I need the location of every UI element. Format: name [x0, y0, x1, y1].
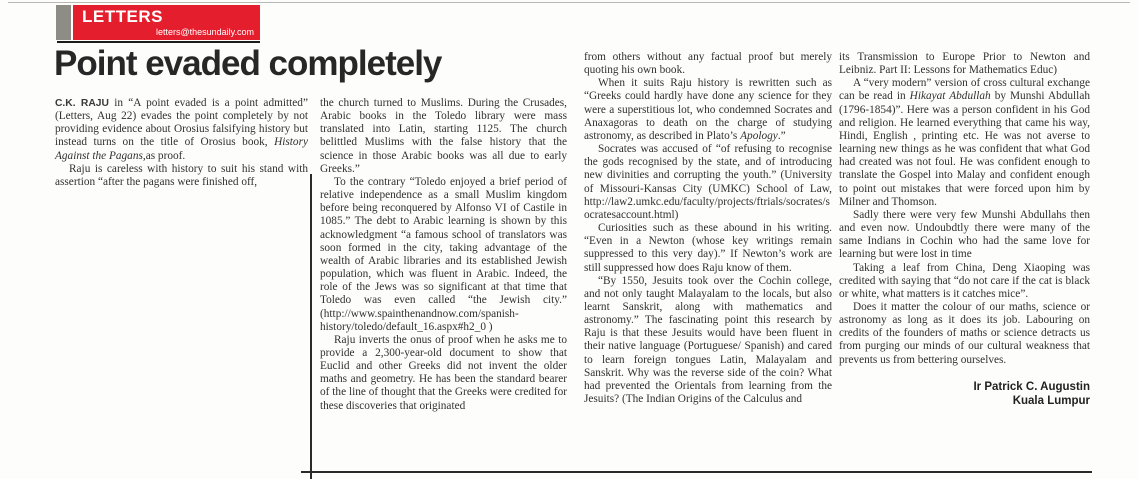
- article-column-2: [320, 97, 567, 413]
- letters-section-banner: [73, 5, 260, 40]
- author-lead: C.K. RAJU: [55, 98, 109, 109]
- paragraph-text: in “A point evaded is a point admitted” (Letters, Aug 22) evades the point completely by not providing evidence about Orosius falsifying history but instead turns on the title of Orosius book,: [55, 97, 308, 149]
- book-title-italic: Hikayat Abdullah: [909, 90, 991, 103]
- book-title-italic: History Against the Pagans,: [55, 136, 308, 162]
- article-column-3: [584, 51, 832, 406]
- book-title-italic: Apology: [740, 129, 778, 142]
- paragraph-col3-5: “By 1550, Jesuits took over the Cochin college, and not only taught Malayalam to the locals, but also learnt Sanskrit, along with mathematics and astronomy.” The fascinating point this research by Raju is that these Jesuits would have been fluent in their native language (Portuguese/ Spanish) and cared to learn foreign tongues Latin, Malayalam and Sanskrit. Why was the reverse side of the coin? What had prevented the Orientals from learning from the Jesuits? (The Indian Origins of the Calculus and: [584, 274, 832, 406]
- paragraph-text: by Munshi Abdullah (1796-1854)”. Here was a person confident in his God and religion. He learned everything that came his way, Hindi, English , printing etc. He was not averse to learning new things as he was confident that what God had created was not foul. He was confident enough to translate the Gospel into Malay and confident enough to point out mistakes that were forced upon him by Milner and Thomson.: [839, 90, 1090, 208]
- paragraph-col4-3: Sadly there were very few Munshi Abdullahs then and even now. Undoubdtly there were many of the same Indians in Cochin who had the same love for learning but were lost in time: [839, 208, 1090, 261]
- paragraph-col4-1: its Transmission to Europe Prior to Newton and Leibniz. Part II: Lessons for Mathematics Educ): [839, 51, 1090, 77]
- paragraph-col3-4: Curiosities such as these abound in his writing. “Even in a Newton (whose key writings remain suppressed to this very day).” If Newton’s work are still suppressed how does Raju know of them.: [584, 222, 832, 274]
- article-headline: Point evaded completely: [54, 44, 442, 83]
- masthead-gray-tab: [56, 5, 71, 40]
- section-title: LETTERS: [82, 7, 163, 26]
- letter-signature: [839, 380, 1090, 408]
- column-divider-rule: [310, 174, 312, 479]
- article-bottom-rule: [301, 471, 1092, 473]
- paragraph-text: When it suits Raju history is rewritten such as “Greeks could hardly have done any science for they were a superstitious lot, who condemned Socrates and Anaxagoras to death on the charge of studying astronomy, as described in Plato’s: [584, 77, 832, 142]
- paragraph-col4-4: Taking a leaf from China, Deng Xiaoping was credited with saying that “do not care if the cat is black or white, what matters is it catches mice”.: [839, 261, 1090, 300]
- paragraph-col3-3: Socrates was accused of “of refusing to recognise the gods recognised by the state, and of introducing new divinities and corrupting the youth.” (University of Missouri-Kansas City (UMKC) School of Law, http://law2.umkc.edu/faculty/projects/ftrials/socrates/socratesaccount.html): [584, 143, 832, 221]
- paragraph-text: as proof.: [145, 149, 186, 162]
- masthead-underline: [57, 41, 260, 43]
- article-column-1: [55, 97, 308, 189]
- paragraph-col4-5: Does it matter the colour of our maths, science or astronomy as long as it does its job. Labouring on credits of the founders of maths or science detracts us from purging our minds of our cultural weakness that prevents us from bettering ourselves.: [839, 300, 1090, 366]
- article-column-4: [839, 51, 1090, 408]
- letters-email-address: letters@thesundaily.com: [155, 27, 254, 37]
- paragraph-col1-2: Raju is careless with history to suit his stand with assertion “after the pagans were finished off,: [55, 162, 308, 188]
- paragraph-col1-1: [55, 97, 308, 163]
- paragraph-col2-1: the church turned to Muslims. During the Crusades, Arabic books in the Toledo library were mass translated into Latin, starting 1125. The church belittled Muslims with the false history that the science in those Arabic books was all due to early Greeks.”: [320, 97, 567, 175]
- paragraph-text: A “very modern” version of cross cultural exchange can be read in: [839, 77, 1090, 103]
- paragraph-text: .”: [777, 129, 786, 142]
- signature-name: Ir Patrick C. Augustin: [973, 380, 1090, 393]
- paragraph-col4-2: [839, 77, 1090, 209]
- paragraph-col3-1: from others without any factual proof but merely quoting his own book.: [584, 51, 832, 77]
- paragraph-col2-3: Raju inverts the onus of proof when he asks me to provide a 2,300-year-old document to show that Euclid and other Greeks did not invent the older maths and geometry. He has been the standard bearer of the line of thought that the Greeks were credited for these discoveries that originated: [320, 333, 567, 412]
- paragraph-col3-2: [584, 77, 832, 143]
- paragraph-col2-2: To the contrary “Toledo enjoyed a brief period of relative independence as a small Muslim kingdom before being reconquered by Alfonso VI of Castile in 1085.” The debt to Arabic learning is shown by this acknowledgment “a famous school of translators was soon formed in the city, taking advantage of the wealth of Arabic libraries and its established Jewish population, which was fluent in Arabic. Indeed, the role of the Jews was so significant at that time that Toledo was even called “the Jewish city.” (http://www.spainthenandnow.com/spanish-history/toledo/default_16.aspx#h2_0 ): [320, 175, 567, 333]
- signature-city: Kuala Lumpur: [1012, 394, 1090, 407]
- page-top-rule: [8, 2, 1130, 3]
